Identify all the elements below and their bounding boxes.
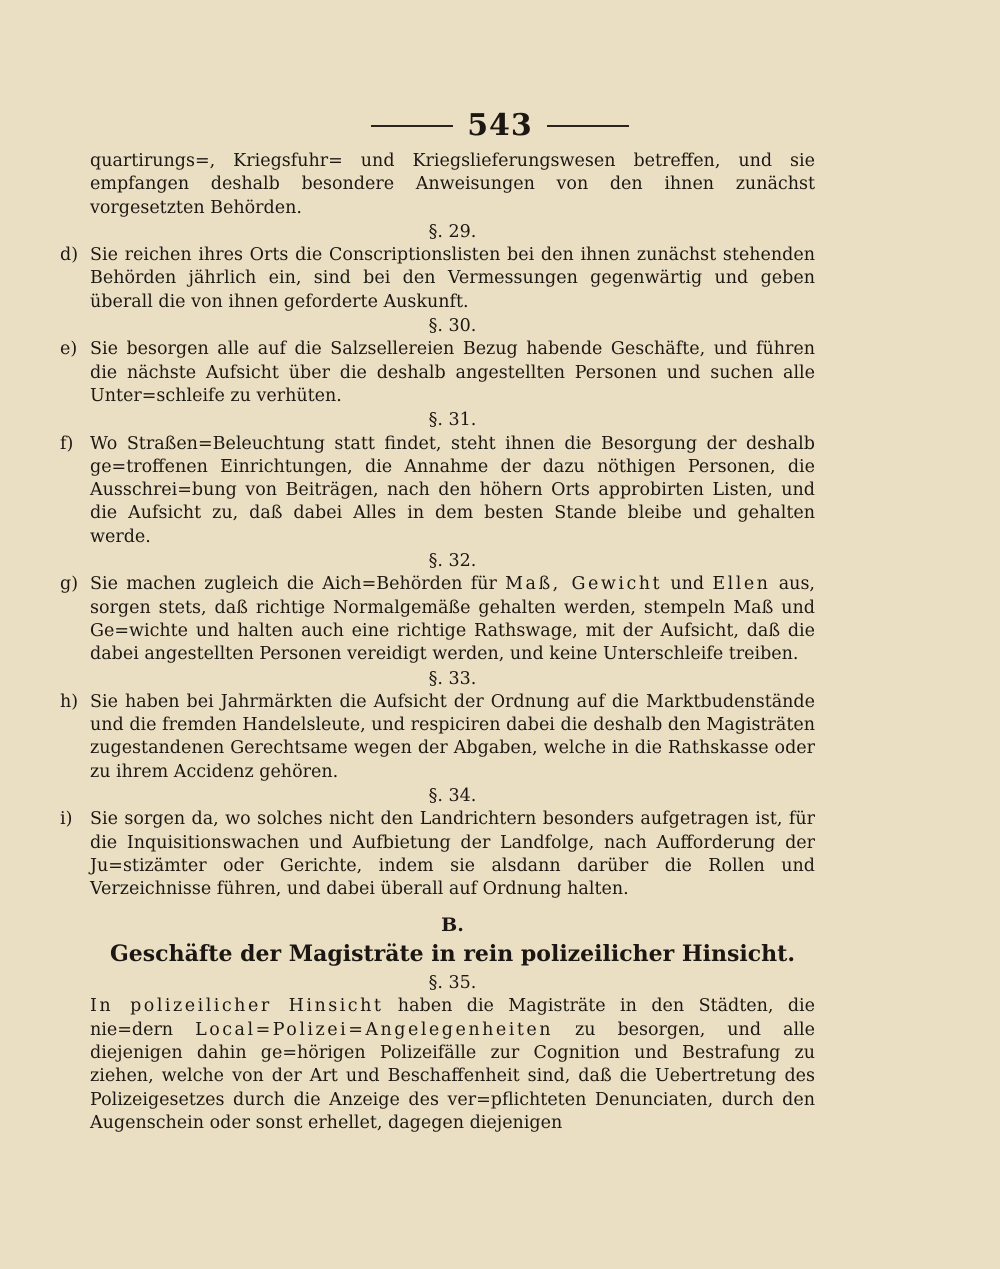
page-body: [60, 150, 816, 1135]
spaced-emphasis: Ellen: [712, 574, 771, 595]
item-i: [60, 808, 815, 901]
item-marker: h): [60, 691, 79, 712]
intro-paragraph: quartirungs=, Kriegsfuhr= und Kriegslieferungswesen betreffen, und sie empfangen deshalb besondere Anweisungen von den ihnen zunächst vorgesetzten Behörden.: [90, 151, 815, 218]
item-text: Sie sorgen da, wo solches nicht den Landrichtern besonders aufgetragen ist, für die Inquisitionswachen und Aufbietung der Landfolge, nach Aufforderung der Ju=stizämter oder Gerichte, indem sie alsdann darüber die Rollen und Verzeichnisse führen, und dabei überall auf Ordnung halten.: [90, 809, 815, 900]
item-marker: d): [60, 245, 79, 266]
item-f: [60, 433, 815, 549]
item-marker: f): [60, 433, 74, 454]
item-marker: g): [60, 574, 79, 595]
section-heading-31: §. 31.: [428, 410, 477, 431]
text-segment: und: [662, 574, 713, 595]
section-heading-35: §. 35.: [428, 973, 477, 994]
item-e: [60, 338, 815, 408]
spaced-emphasis: In polizeilicher Hinsicht: [90, 996, 384, 1017]
header-rule-left: [371, 125, 453, 127]
item-g: [60, 573, 815, 666]
item-text: Sie besorgen alle auf die Salzsellereien Bezug habende Geschäfte, und führen die nächste Aufsicht über die deshalb angestellten Personen und suchen alle Unter=schleife zu verhüten.: [90, 339, 815, 406]
text-segment: haben die Magisträte in den Städten, die nie=dern: [90, 996, 816, 1040]
item-text: Sie reichen ihres Orts die Conscriptionslisten bei den ihnen zunächst stehenden Behörden jährlich ein, sind bei den Vermessungen gegenwärtig und geben überall die von ihnen geforderte Auskunft.: [90, 245, 815, 312]
text-segment: zu besorgen, und alle diejenigen dahin ge=hörigen Polizeifälle zur Cognition und Bestrafung zu ziehen, welche von der Art und Beschaffenheit sind, daß die Uebertretung des Polizeigesetzes durch die Anzeige des ver=pflichteten Denunciaten, durch den Augenschein oder sonst erhellet, dagegen diejenigen: [90, 1019, 815, 1133]
part-title: Geschäfte der Magisträte in rein polizeilicher Hinsicht.: [110, 940, 795, 967]
section-heading-32: §. 32.: [428, 551, 477, 572]
item-marker: e): [60, 339, 78, 360]
section-heading-30: §. 30.: [428, 316, 477, 337]
item-d: [60, 244, 815, 314]
text-segment: aus, sorgen stets, daß richtige Normalgemäße gehalten werden, stempeln Maß und Ge=wichte und halten auch eine richtige Rathswage, mit der Aufsicht, daß die dabei angestellten Personen vereidigt werden, und keine Unterschleife treiben.: [90, 574, 815, 665]
item-text: Sie haben bei Jahrmärkten die Aufsicht der Ordnung auf die Marktbudenstände und die fremden Handelsleute, und respiciren dabei die deshalb den Magisträten zugestandenen Gerechtsame wegen der Abgaben, welche in die Rathskasse oder zu ihrem Accidenz gehören.: [90, 691, 815, 782]
header-rule-right: [547, 125, 629, 127]
text-segment: Sie machen zugleich die Aich=Behörden für: [90, 574, 506, 595]
section-heading-34: §. 34.: [428, 786, 477, 807]
section-heading-29: §. 29.: [428, 221, 477, 242]
item-marker: i): [60, 809, 73, 830]
spaced-emphasis: Local=Polizei=Angelegenheiten: [195, 1019, 553, 1040]
part-letter: B.: [441, 913, 464, 936]
page-header: [0, 108, 1000, 143]
page-number: 543: [467, 108, 533, 143]
item-text: Wo Straßen=Beleuchtung statt findet, steht ihnen die Besorgung der deshalb ge=troffenen Einrichtungen, die Annahme der dazu nöthigen Personen, die Ausschrei=bung von Beiträgen, nach den höhern Orts approbirten Listen, und die Aufsicht zu, daß dabei Alles in dem besten Stande bleibe und gehalten werde.: [90, 433, 815, 547]
item-h: [60, 691, 815, 784]
section-35-paragraph: [90, 995, 815, 1135]
section-heading-33: §. 33.: [428, 668, 477, 689]
spaced-emphasis: Maß, Gewicht: [505, 574, 663, 595]
item-text: [90, 573, 815, 666]
